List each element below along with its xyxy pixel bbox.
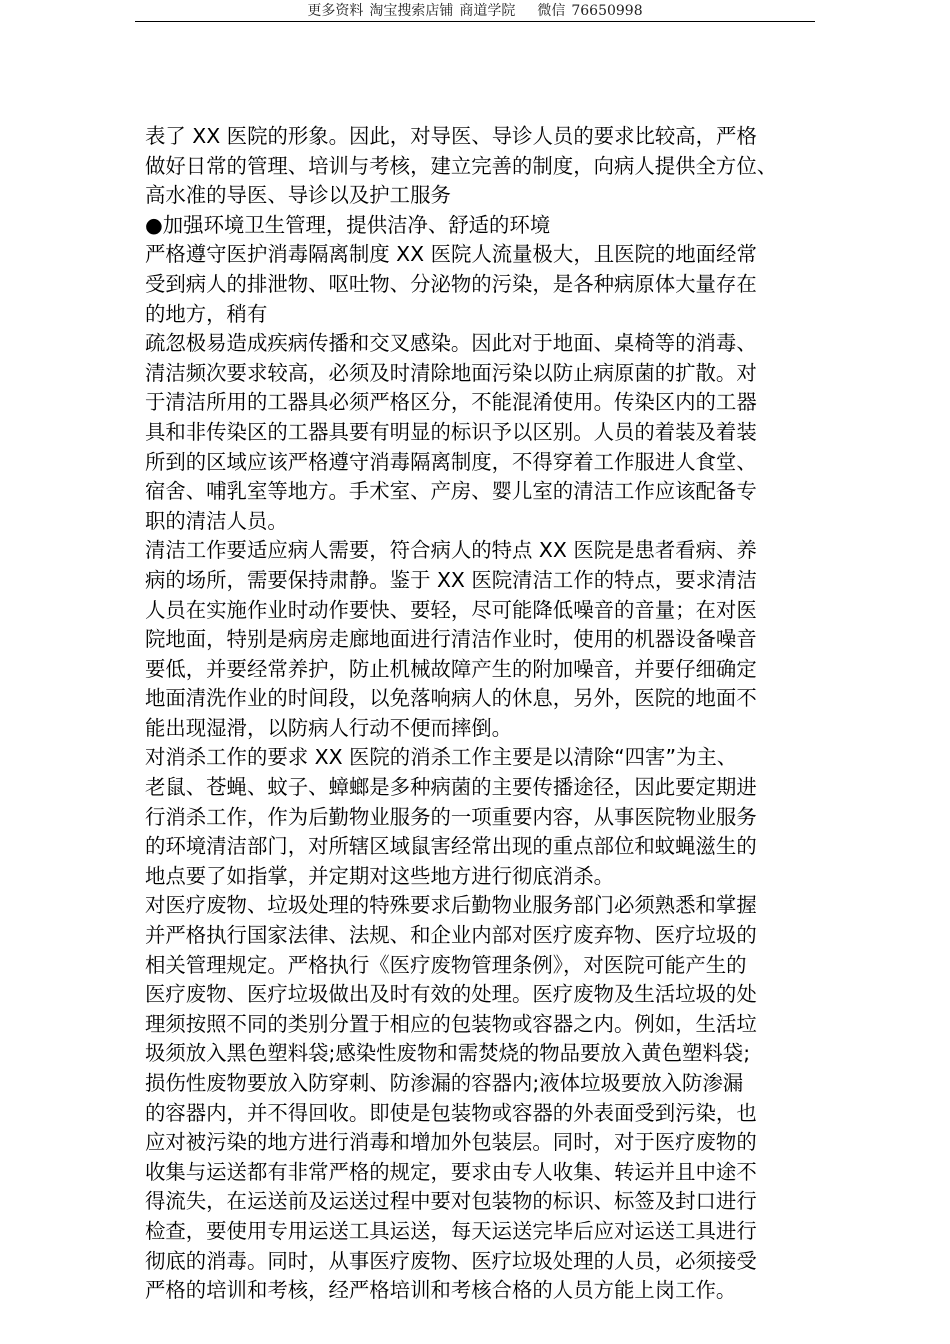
text-line: 的环境清洁部门，对所辖区域鼠害经常出现的重点部位和蚊蝇滋生的 [145,834,757,859]
text-line: 老鼠、苍蝇、蚊子、蟑螂是多种病菌的主要传播途径，因此要定期进 [145,775,757,800]
text-line: 能出现湿滑，以防病人行动不便而摔倒。 [145,715,513,740]
text-line: 清洁工作要适应病人需要，符合病人的特点 XX 医院是患者看病、养 [145,538,757,563]
header-wechat-id: 76650998 [571,3,643,19]
header-wechat-label: 微信 [537,3,566,19]
text-line: 检查，要使用专用运送工具运送，每天运送完毕后应对运送工具进行 [145,1218,757,1243]
text-line: 彻底的消毒。同时，从事医疗废物、医疗垃圾处理的人员，必须接受 [145,1248,757,1273]
text-line: 得流失，在运送前及运送过程中要对包装物的标识、标签及封口进行 [145,1189,757,1214]
header-taobao-search: 淘宝搜索店铺 [369,3,454,19]
text-line: 病的场所，需要保持肃静。鉴于 XX 医院清洁工作的特点，要求清洁 [145,567,757,592]
text-line: 于清洁所用的工器具必须严格区分，不能混淆使用。传染区内的工器 [145,390,757,415]
header-shangdao-college: 商道学院 [459,3,516,19]
text-line: 所到的区域应该严格遵守消毒隔离制度，不得穿着工作服进人食堂、 [145,449,757,474]
text-line: 地面清洗作业的时间段，以免落响病人的休息，另外，医院的地面不 [145,686,757,711]
text-line: 做好日常的管理、培训与考核，建立完善的制度，向病人提供全方位、 [145,153,778,178]
text-line: 严格的培训和考核，经严格培训和考核合格的人员方能上岗工作。 [145,1278,737,1303]
text-line: 要低，并要经常养护，防止机械故障产生的附加噪音，并要仔细确定 [145,656,757,681]
text-line: 宿舍、哺乳室等地方。手术室、产房、婴儿室的清洁工作应该配备专 [145,479,757,504]
text-line: 对消杀工作的要求 XX 医院的消杀工作主要是以清除“四害”为主、 [145,745,738,770]
page-header [135,0,815,22]
text-line: 的地方，稍有 [145,301,268,326]
text-line: 医疗废物、医疗垃圾做出及时有效的处理。医疗废物及生活垃圾的处 [145,982,757,1007]
header-more-materials: 更多资料 [307,3,364,19]
text-line: 高水准的导医、导诊以及护工服务 [145,183,451,208]
text-line: 清洁频次要求较高，必须及时清除地面污染以防止病原菌的扩散。对 [145,360,757,385]
text-line: 并严格执行国家法律、法规、和企业内部对医疗废弃物、医疗垃圾的 [145,923,757,948]
text-line: 受到病人的排泄物、呕吐物、分泌物的污染，是各种病原体大量存在 [145,271,757,296]
text-line: 职的清洁人员。 [145,508,288,533]
text-line: 地点要了如指掌，并定期对这些地方进行彻底消杀。 [145,863,614,888]
text-line: 具和非传染区的工器具要有明显的标识予以区别。人员的着装及着装 [145,419,757,444]
text-line: 理须按照不同的类别分置于相应的包装物或容器之内。例如，生活垃 [145,1011,757,1036]
text-line: 表了 XX 医院的形象。因此，对导医、导诊人员的要求比较高，严格 [145,124,757,148]
text-line: ●加强环境卫生管理，提供洁净、舒适的环境 [145,212,551,237]
text-line: 行消杀工作，作为后勤物业服务的一项重要内容，从事医院物业服务 [145,804,757,829]
text-line: 应对被污染的地方进行消毒和增加外包装层。同时，对于医疗废物的 [145,1130,757,1155]
document-body [145,122,825,1306]
text-line: 对医疗废物、垃圾处理的特殊要求后勤物业服务部门必须熟悉和掌握 [145,893,757,918]
text-line: 收集与运送都有非常严格的规定，要求由专人收集、转运并且中途不 [145,1159,757,1184]
text-line: 严格遵守医护消毒隔离制度 XX 医院人流量极大，且医院的地面经常 [145,242,757,267]
text-line: 人员在实施作业时动作要快、要轻，尽可能降低噪音的音量；在对医 [145,597,757,622]
text-line: 相关管理规定。严格执行《医疗废物管理条例》，对医院可能产生的 [145,952,747,977]
text-line: 损伤性废物要放入防穿刺、防渗漏的容器内;液体垃圾要放入防渗漏 [145,1071,744,1095]
text-line: 圾须放入黑色塑料袋;感染性废物和需焚烧的物品要放入黄色塑料袋; [145,1041,751,1066]
text-line: 院地面，特别是病房走廊地面进行清洁作业时，使用的机器设备噪音 [145,627,757,652]
text-line: 疏忽极易造成疾病传播和交叉感染。因此对于地面、桌椅等的消毒、 [145,331,757,356]
text-line: 的容器内，并不得回收。即使是包装物或容器的外表面受到污染，也 [145,1100,757,1125]
